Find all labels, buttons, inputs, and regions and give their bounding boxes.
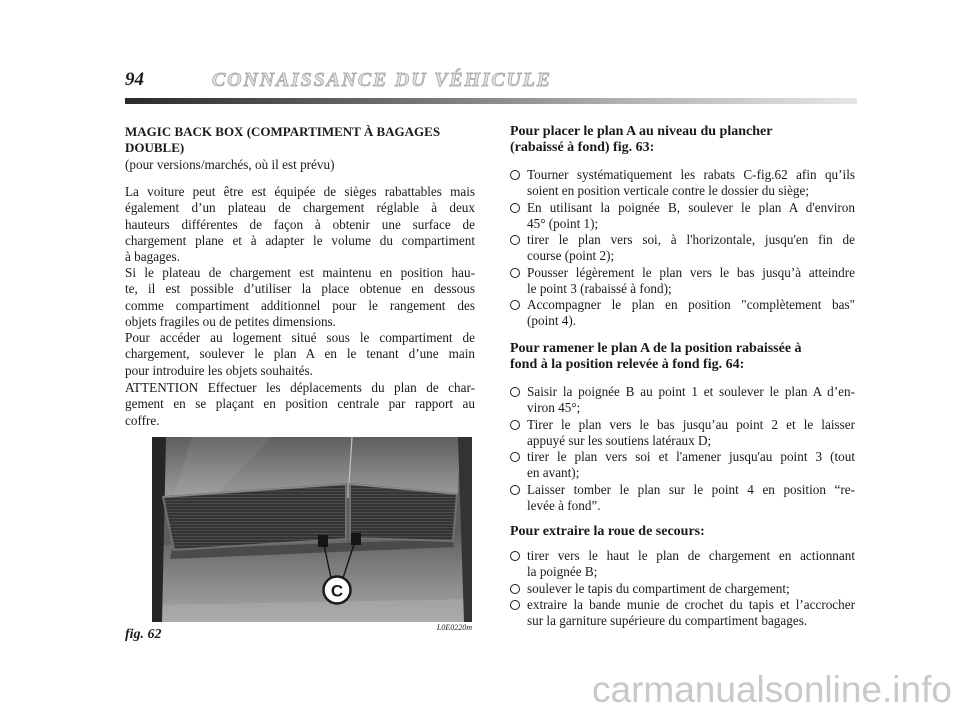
bullet-item <box>527 384 855 417</box>
circle-bullet-icon <box>510 235 520 245</box>
bullet-line: levée à fond”. <box>527 497 601 513</box>
paragraph-line: Pour accéder au logement situé sous le compartiment de <box>125 330 475 345</box>
bullet-line: Saisir la poignée B au point 1 et soulever le plan A d’en- <box>527 384 855 399</box>
instruction-heading <box>510 341 855 374</box>
bullet-item <box>527 297 855 330</box>
paragraph-line: également d’un plateau de chargement réglable à deux <box>125 200 475 216</box>
bullet-line: soulever le tapis du compartiment de chargement; <box>527 580 790 596</box>
bullet-line: Tourner systématiquement les rabats C-fig.62 afin qu’ils <box>527 167 855 182</box>
bullet-line: tirer le plan vers soi et l'amener jusqu'au point 3 (tout <box>527 449 855 464</box>
circle-bullet-icon <box>510 203 520 213</box>
heading-line: Pour ramener le plan A de la position rabaissée à <box>510 341 802 356</box>
circle-bullet-icon <box>510 485 520 495</box>
bullet-line: extraire la bande munie de crochet du tapis et l’accrocher <box>527 596 855 612</box>
bullet-list <box>527 548 855 629</box>
circle-bullet-icon <box>510 600 520 610</box>
warning-paragraph <box>125 380 475 429</box>
paragraph-line: hauteurs différentes de façon à obtenir une surface de <box>125 216 475 232</box>
circle-bullet-icon <box>510 387 520 397</box>
header-rule <box>125 98 857 104</box>
paragraph-line: coffre. <box>125 412 160 428</box>
bullet-line: soient en position verticale contre le dossier du siège; <box>527 183 809 199</box>
bullet-line: (point 4). <box>527 313 577 329</box>
paragraph <box>125 184 475 265</box>
bullet-item <box>527 200 855 233</box>
paragraph-line: te, il est possible d’utiliser la place obtenue en dessous <box>125 281 475 297</box>
paragraph-line: chargement plane et à adapter le volume du compartiment <box>125 232 475 248</box>
bullet-line: Accompagner le plan en position "complètement bas" <box>527 297 855 312</box>
bullet-line: Laisser tomber le plan sur le point 4 en position “re- <box>527 481 855 497</box>
bullet-line: tirer le plan vers soi, à l'horizontale, jusqu'en fin de <box>527 232 855 247</box>
paragraph-line: pour introduire les objets souhaités. <box>125 362 313 378</box>
bullet-item <box>527 167 855 200</box>
bullet-line: Tirer le plan vers le bas jusqu’au point 2 et le laisser <box>527 416 855 432</box>
paragraph-line: comme compartiment additionnel pour le rangement des <box>125 297 475 313</box>
bullet-line: tirer vers le haut le plan de chargement en actionnant <box>527 548 855 563</box>
instruction-heading <box>510 524 855 540</box>
heading-line: fond à la position relevée à fond fig. 64: <box>510 357 745 373</box>
bullet-line: viron 45°; <box>527 400 581 416</box>
circle-bullet-icon <box>510 584 520 594</box>
instruction-heading <box>510 124 855 157</box>
bullet-line: course (point 2); <box>527 248 615 264</box>
bullet-line: En utilisant la poignée B, soulever le plan A d'environ <box>527 199 855 215</box>
bullet-item <box>527 265 855 298</box>
circle-bullet-icon <box>510 452 520 462</box>
circle-bullet-icon <box>510 420 520 430</box>
paragraph-line: à bagages. <box>125 249 180 264</box>
paragraph-line: ATTENTION Effectuer les déplacements du plan de char- <box>125 380 475 395</box>
title-subtitle: (pour versions/marchés, où il est prévu) <box>125 156 335 172</box>
paragraph-line: objets fragiles ou de petites dimensions. <box>125 313 336 329</box>
bullet-line: en avant); <box>527 465 580 481</box>
bullet-line: la poignée B; <box>527 564 598 580</box>
figure-code: L0E0220m <box>436 623 472 632</box>
section-title: CONNAISSANCE DU VÉHICULE <box>212 69 552 91</box>
paragraph-line: La voiture peut être est équipée de sièges rabattables mais <box>125 184 475 199</box>
circle-bullet-icon <box>510 300 520 310</box>
bullet-item <box>527 597 855 630</box>
trunk-illustration <box>152 437 472 622</box>
paragraph <box>125 265 475 330</box>
bullet-item <box>527 548 855 581</box>
title-line: MAGIC BACK BOX (COMPARTIMENT À BAGAGES <box>125 124 441 139</box>
bullet-item <box>527 417 855 450</box>
bullet-line: appuyé sur les soutiens latéraux D; <box>527 432 712 448</box>
heading-line: Pour extraire la roue de secours: <box>510 524 705 539</box>
paragraph <box>125 330 475 379</box>
bullet-line: le point 3 (rabaissé à fond); <box>527 280 672 296</box>
bullet-line: 45° (point 1); <box>527 215 599 231</box>
bullet-list <box>527 167 855 330</box>
paragraph-line: chargement, soulever le plan A en le tenant d’une main <box>125 346 475 362</box>
bullet-list <box>527 384 855 514</box>
circle-bullet-icon <box>510 551 520 561</box>
bullet-item <box>527 581 855 597</box>
bullet-item <box>527 449 855 482</box>
circle-bullet-icon <box>510 268 520 278</box>
bullet-line: Pousser légèrement le plan vers le bas jusqu’à atteindre <box>527 264 855 280</box>
heading-line: Pour placer le plan A au niveau du plancher <box>510 124 773 139</box>
page-number: 94 <box>125 69 144 90</box>
article-title <box>125 124 475 173</box>
watermark-text: carmanualsonline.info <box>592 669 952 709</box>
bullet-item <box>527 482 855 515</box>
paragraph-line: gement en se plaçant en position centrale par rapport au <box>125 396 475 412</box>
figure-trunk-photo <box>152 437 472 622</box>
figure-caption: fig. 62 <box>125 627 162 642</box>
paragraph-line: Si le plateau de chargement est maintenu en position hau- <box>125 265 475 280</box>
circle-bullet-icon <box>510 170 520 180</box>
callout-label: C <box>330 581 344 601</box>
bullet-item <box>527 232 855 265</box>
heading-line: (rabaissé à fond) fig. 63: <box>510 140 655 156</box>
title-line: DOUBLE) <box>125 140 185 156</box>
bullet-line: sur la garniture supérieure du compartiment bagages. <box>527 613 808 628</box>
